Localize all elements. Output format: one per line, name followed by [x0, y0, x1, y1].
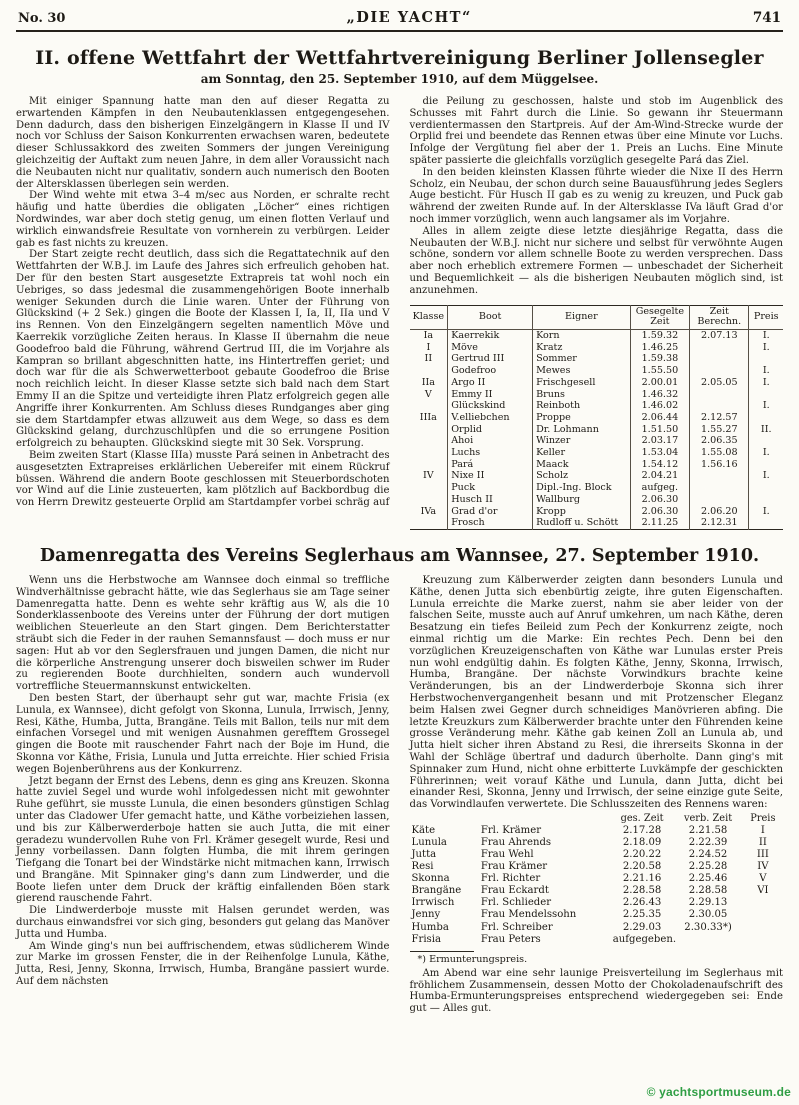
- finish-row: [410, 825, 784, 837]
- cell-ges-zeit: 2.20.22: [622, 848, 662, 860]
- cell-gesegelte-zeit: 1.46.32: [630, 389, 689, 401]
- paragraph: Der Start zeigte recht deutlich, dass sich die Regattatechnik auf den Wettfahrten der W.B.J. im Laufe des Jahres sich erfreulich gehoben hat. Der für den besten Start ausgesetzte Extrapreis tat wohl noch ein Uebriges, so dass jedesmal die zusammengehörigen Boote innerhalb weniger Sekunden durch die Linie waren. Unter der Führung von Glückskind (+ 2 Sek.) gingen die Boote der Klassen I, Ia, II, IIa und V ins Rennen. Von den Einzelgängern segelten namentlich Möve und Kaerrekik vorzügliche Zeiten heraus. In Klasse II übernahm die neue Goodefroo bald die Führung, während Gertrud III, die im Vorjahre als Kampran so brillant abgeschnitten hatte, ins Hintertreffen geriet; und doch war für die als Schwerwetterboot gebaute Goodefroo die Brise noch reichlich leicht. In dieser Klasse setzte sich bald nach dem Start Emmy II an die Spitze und verteidigte ihren Platz erfolgreich gegen alle Angriffe ihrer Konkurrenten. Am Schluss dieses Rundganges aber ging sie dem Startdampfer etwas allzuweit aus dem Wege, so dass es dem Glückskind gelang, durchzuschlüpfen und die so errungene Position erfolgreich zu behaupten. Glückskind siegte mit 30 Sek. Vorsprung.: [16, 249, 390, 450]
- cell-ges-zeit: aufgegeben.: [612, 933, 677, 945]
- paragraph: Die Lindwerderboje musste mit Halsen gerundet werden, was durchaus einwandsfrei vor sich ging, besonders gut gelang das Manöver Jutta und Humba.: [16, 905, 390, 940]
- cell-helm: Frau Ahrends: [480, 836, 552, 848]
- cell-boot: Argo II: [448, 377, 533, 389]
- cell-boot: Puck: [448, 482, 533, 494]
- cell-verb-zeit: 2.30.33*): [684, 921, 732, 933]
- cell-gesegelte-zeit: 2.04.21: [630, 470, 689, 482]
- cell-verb-zeit: 2.28.58: [688, 885, 728, 897]
- paragraph: Am Winde ging's nun bei auffrischendem, etwas südlicherem Winde zur Marke im grossen Fenster, die in der Reihenfolge Lunula, Käthe, Jutta, Resi, Jenny, Skonna, Irrwisch, Humba, Brangäne passiert wurde. Auf dem nächsten: [16, 940, 390, 988]
- finish-row: [410, 909, 784, 921]
- article-damenregatta: [16, 546, 783, 1015]
- cell-boot: Husch II: [448, 494, 533, 506]
- finish-header-boat: [410, 813, 479, 825]
- cell-verb-zeit: 2.30.05: [688, 909, 728, 921]
- cell-preis: I.: [762, 341, 770, 353]
- cell-eigner: Frischgesell: [533, 377, 631, 389]
- cell-gesegelte-zeit: 1.53.04: [630, 447, 689, 459]
- cell-preis: IV: [757, 860, 769, 872]
- table-row: [410, 506, 784, 518]
- article2-columns: [16, 575, 783, 1015]
- table-row: [410, 435, 784, 447]
- cell-boat: Jenny: [411, 909, 441, 921]
- cell-klasse: Ia: [410, 330, 448, 342]
- article1-right-text: [410, 96, 784, 297]
- footnote-rule: [410, 951, 474, 952]
- cell-preis: I.: [762, 330, 770, 342]
- cell-boat: Irrwisch: [411, 897, 455, 909]
- article-wettfahrt-jollensegler: [16, 47, 783, 530]
- table-row: [410, 365, 784, 377]
- cell-helm: Frau Krämer: [480, 860, 548, 872]
- finish-row: [410, 861, 784, 873]
- cell-gesegelte-zeit: 1.55.50: [630, 365, 689, 377]
- cell-klasse: II: [410, 353, 448, 365]
- footnote: *) Ermunterungspreis.: [417, 953, 528, 965]
- cell-eigner: Kratz: [533, 342, 631, 354]
- cell-helm: Frau Wehl: [480, 848, 534, 860]
- masthead: [16, 9, 783, 32]
- table-row: [410, 400, 784, 412]
- cell-preis: [749, 435, 783, 447]
- cell-zeit-berechn: 2.05.05: [690, 377, 749, 389]
- cell-gesegelte-zeit: 1.59.32: [630, 330, 689, 342]
- finish-header-helm: [479, 813, 611, 825]
- table-row: [410, 342, 784, 354]
- cell-ges-zeit: 2.26.43: [622, 897, 662, 909]
- cell-helm: Frau Peters: [480, 933, 541, 945]
- article2-left-column: [16, 575, 390, 1015]
- cell-klasse: [410, 365, 448, 377]
- table-row: [410, 447, 784, 459]
- cell-zeit-berechn: [690, 494, 749, 506]
- finish-header-verb-zeit: verb. Zeit: [683, 812, 733, 824]
- cell-verb-zeit: [673, 934, 742, 946]
- cell-helm: Frl. Schlieder: [480, 897, 552, 909]
- cell-eigner: Sommer: [533, 353, 631, 365]
- cell-helm: Frl. Schreiber: [480, 921, 553, 933]
- cell-preis: [743, 934, 783, 946]
- cell-boot: Kaerrekik: [448, 330, 533, 342]
- paragraph: In den beiden kleinsten Klassen führte wieder die Nixe II des Herrn Scholz, ein Neubau, der schon durch seine Bauausführung jedes Seglers Auge besticht. Für Husch II gab es zu wenig zu kreuzen, und Puck gab während der zweiten Runde auf. In der Altersklasse IVa läuft Grad d'or noch immer vorzüglich, wenn auch langsamer als im Vorjahre.: [409, 166, 783, 225]
- cell-zeit-berechn: 1.56.16: [690, 459, 749, 471]
- cell-preis: II.: [760, 423, 772, 435]
- cell-verb-zeit: 2.21.58: [688, 824, 728, 836]
- cell-preis: [749, 353, 783, 365]
- cell-gesegelte-zeit: 1.54.12: [630, 459, 689, 471]
- cell-klasse: IV: [410, 470, 448, 482]
- cell-ges-zeit: 2.28.58: [622, 885, 662, 897]
- article1-subtitle: am Sonntag, den 25. September 1910, auf dem Müggelsee.: [200, 72, 599, 86]
- cell-preis: I.: [762, 365, 770, 377]
- paragraph: Mit einiger Spannung hatte man den auf dieser Regatta zu erwartenden Kämpfen in den Neubautenklassen entgegengesehen. Denn dadurch, dass den bisherigen Einzelgängern in Klasse II und IV noch vor Schluss der Saison Konkurrenten erwachsen waren, bedeutete dieser Schlussakkord des zweiten Sommers der jungen Vereinigung gleichzeitig der Auftakt zum neuen Jahre, in dem aller Voraussicht nach die Neubauten nicht nur qualitativ, sondern auch numerisch den Booten der Altersklassen überlegen sein werden.: [16, 96, 390, 190]
- cell-klasse: I: [410, 342, 448, 354]
- cell-zeit-berechn: 2.06.20: [690, 506, 749, 518]
- cell-klasse: IIIa: [410, 412, 448, 424]
- cell-klasse: [410, 459, 448, 471]
- cell-ges-zeit: 2.25.35: [622, 909, 662, 921]
- cell-boot: Frosch: [448, 517, 533, 529]
- cell-zeit-berechn: 2.12.57: [690, 412, 749, 424]
- cell-gesegelte-zeit: 2.11.25: [630, 517, 689, 529]
- cell-preis: V: [759, 873, 767, 885]
- article2-right-column: [410, 575, 784, 1015]
- cell-klasse: [410, 424, 448, 436]
- column-header-zeit-berechn: Zeit Berechn.: [690, 305, 749, 329]
- cell-boot: Glückskind: [448, 400, 533, 412]
- column-header-eigner: Eigner: [533, 305, 631, 329]
- cell-boot: Gertrud III: [448, 353, 533, 365]
- cell-helm: Frau Eckardt: [480, 885, 549, 897]
- closing-paragraph: Am Abend war eine sehr launige Preisverteilung im Seglerhaus mit fröhlichem Zusammensein, dessen Motto der Chokoladenaufschrift des Humba-Ermunterungspreises entsprechend wiedergegeben sei: Ende gut — Alles gut.: [409, 967, 783, 1015]
- finish-header-ges-zeit: ges. Zeit: [620, 812, 664, 824]
- cell-helm: Frau Mendelssohn: [480, 909, 577, 921]
- table-row: [410, 482, 784, 494]
- cell-preis: [749, 459, 783, 471]
- cell-zeit-berechn: 2.06.35: [690, 435, 749, 447]
- cell-verb-zeit: 2.22.39: [688, 836, 728, 848]
- finish-row: [410, 873, 784, 885]
- cell-gesegelte-zeit: aufgeg.: [630, 482, 689, 494]
- cell-verb-zeit: 2.24.52: [688, 848, 728, 860]
- finish-row: [410, 934, 784, 946]
- cell-eigner: Winzer: [533, 435, 631, 447]
- table-row: [410, 470, 784, 482]
- cell-eigner: Wallburg: [533, 494, 631, 506]
- cell-ges-zeit: 2.20.58: [622, 860, 662, 872]
- cell-ges-zeit: 2.18.09: [622, 836, 662, 848]
- paragraph: Alles in allem zeigte diese letzte diesjährige Regatta, dass die Neubauten der W.B.J. nicht nur sichere und selbst für verwöhnte Augen schöne, sondern vor allem schnelle Boote zu werden versprechen. Dass aber noch erheblich extremere Formen — unbeschadet der Sicherheit und Bequemlichkeit — als die bisherigen Neubauten möglich sind, ist anzunehmen.: [409, 225, 783, 296]
- cell-preis: III: [756, 848, 769, 860]
- cell-gesegelte-zeit: 1.46.25: [630, 342, 689, 354]
- cell-preis: [749, 494, 783, 506]
- cell-klasse: IVa: [410, 506, 448, 518]
- cell-eigner: Reinboth: [533, 400, 631, 412]
- cell-zeit-berechn: 1.55.08: [690, 447, 749, 459]
- cell-zeit-berechn: 2.07.13: [690, 330, 749, 342]
- cell-boat: Brangäne: [411, 885, 462, 897]
- cell-klasse: [410, 400, 448, 412]
- cell-eigner: Mewes: [533, 365, 631, 377]
- column-header-preis: Preis: [749, 305, 783, 329]
- cell-klasse: [410, 482, 448, 494]
- article1-columns: [16, 96, 783, 530]
- cell-boot: V.elliebchen: [448, 412, 533, 424]
- cell-preis: I.: [762, 376, 770, 388]
- paragraph: Beim zweiten Start (Klasse IIIa) musste Pará seinen in Anbetracht des ausgesetzten Extrapreises erklärlichen Uebereifer mit einem Rückruf büssen. Während die andern Boote geschlossen mit Steuerbordschoten vor Wind auf die Linie zusteuerten, kam plötzlich auf Backbordbug die von Herrn Drewitz gesteuerte Orplid am Startdampfer vorbei schräg auf: [16, 449, 390, 509]
- cell-gesegelte-zeit: 1.51.50: [630, 424, 689, 436]
- table-row: [410, 494, 784, 506]
- issue-number: No. 30: [18, 11, 66, 26]
- cell-gesegelte-zeit: 2.03.17: [630, 435, 689, 447]
- paragraph: Kreuzung zum Kälberwerder zeigten dann besonders Lunula und Käthe, denen Jutta sich ebenbürtig zeigte, ihre guten Eigenschaften. Lunula erreichte die Marke zuerst, nahm sie aber leider von der falschen Seite, musste auch auf Anruf umkehren, um nach Käthe, deren Besatzung ein tiefes Beileid zum Pech der Konkurrenz zeigte, noch einmal richtig um die Marke: Ein rechtes Pech. Denn bei den vorzüglichen Kreuzeigenschaften von Käthe war Lunulas erster Preis nun wohl endgültig dahin. Es folgten Käthe, Jenny, Skonna, Irrwisch, Humba, Brangäne. Der nächste Vorwindkurs brachte keine Veränderungen, bis an der Lindwerderboje Skonna sich ihrer Herbstwochenvergangenheit besann und mit Protzenscher Eleganz beim Halsen zwei Gegner durch schneidiges Manövrieren abfing. Die letzte Kreuzkurs zum Kälberwerder brachte unter den Führenden keine grosse Veränderung mehr. Käthe gab keinen Zoll an Lunula ab, und Jutta hielt sicher ihren Abstand zu Resi, die ihrerseits Skonna in der Wahl der Schläge übertraf und dadurch überholte. Dann ging's mit Spinnaker zum Hund, nicht ohne erbitterte Luvkämpfe der geschickten Führerinnen; weit vorauf Käthe und Lunula, dann Jutta, dicht bei einander Resi, Skonna, Jenny und Irrwisch, der seine einzige gute Seite, das Vorwindlaufen verwertete. Die Schlusszeiten des Rennens waren:: [409, 574, 783, 811]
- cell-zeit-berechn: 1.55.27: [690, 424, 749, 436]
- article1-right-column: [410, 96, 784, 530]
- cell-preis: I.: [762, 470, 770, 482]
- cell-gesegelte-zeit: 2.06.30: [630, 506, 689, 518]
- cell-preis: [743, 897, 783, 909]
- cell-zeit-berechn: [690, 470, 749, 482]
- cell-zeit-berechn: [690, 353, 749, 365]
- cell-eigner: Bruns: [533, 389, 631, 401]
- cell-preis: [749, 482, 783, 494]
- paragraph: Der Wind wehte mit etwa 3–4 m/sec aus Norden, er schralte recht häufig und hatte überdies die obligaten „Löcher“ eines richtigen Nordwindes, war aber doch stetig genug, um einen flotten Verlauf und wirklich einwandsfreie Resultate von vornherein zu verbürgen. Leider gab es fast nichts zu kreuzen.: [16, 190, 390, 249]
- cell-klasse: [410, 494, 448, 506]
- cell-helm: Frl. Krämer: [480, 824, 542, 836]
- finish-row: [410, 897, 784, 909]
- cell-gesegelte-zeit: 1.59.38: [630, 353, 689, 365]
- column-header-gesegelte-zeit: Gesegelte Zeit: [630, 305, 689, 329]
- table-row: [410, 412, 784, 424]
- article1-left-column: [16, 96, 390, 530]
- cell-preis: [749, 412, 783, 424]
- column-header-klasse: Klasse: [410, 305, 448, 329]
- cell-ges-zeit: 2.21.16: [622, 873, 662, 885]
- finish-row: [410, 885, 784, 897]
- paragraph: Den besten Start, der überhaupt sehr gut war, machte Frisia (ex Lunula, ex Wannsee), dicht gefolgt von Skonna, Lunula, Irrwisch, Jenny, Resi, Käthe, Humba, Jutta, Brangäne. Teils mit Ballon, teils nur mit dem einfachen Vorsegel und mit wenigen Ausnahmen gerefftem Grossegel gingen die Boote mit rauschender Fahrt nach der Boje im Hund, die Skonna vor Käthe, Frisia, Lunula und Jutta erreichte. Hier schied Frisia wegen Bojenberührens aus der Konkurrenz.: [16, 692, 390, 775]
- cell-gesegelte-zeit: 1.46.02: [630, 400, 689, 412]
- masthead-title: „DIE YACHT“: [346, 9, 472, 26]
- table-row: [410, 459, 784, 471]
- column-header-boot: Boot: [448, 305, 533, 329]
- article2-title: Damenregatta des Vereins Seglerhaus am Wannsee, 27. September 1910.: [39, 545, 760, 566]
- table-row: [410, 330, 784, 342]
- cell-eigner: Kropp: [533, 506, 631, 518]
- regatta-results-table: [410, 305, 784, 530]
- cell-helm: Frl. Richter: [480, 873, 541, 885]
- cell-boat: Lunula: [411, 836, 447, 848]
- cell-preis: I.: [762, 447, 770, 459]
- cell-preis: [749, 517, 783, 529]
- cell-boot: Pará: [448, 459, 533, 471]
- finish-row: [410, 849, 784, 861]
- finish-row: [410, 922, 784, 934]
- article1-title: II. offene Wettfahrt der Wettfahrtvereinigung Berliner Jollensegler: [35, 47, 764, 69]
- cell-zeit-berechn: [690, 400, 749, 412]
- finish-row: [410, 837, 784, 849]
- table-row: [410, 353, 784, 365]
- cell-boot: Grad d'or: [448, 506, 533, 518]
- finish-header-row: [410, 813, 784, 825]
- cell-klasse: [410, 447, 448, 459]
- table-row: [410, 517, 784, 529]
- cell-gesegelte-zeit: 2.06.30: [630, 494, 689, 506]
- paragraph: die Peilung zu geschossen, halste und stob im Augenblick des Schusses mit Fahrt durch die Linie. So gewann ihr Steuermann verdientermassen den Startpreis. Auf der Am-Wind-Strecke wurde der Orplid frei und beendete das Rennen etwas über eine Minute vor Luchs. Infolge der Vergütung fiel aber der 1. Preis an Luchs. Eine Minute später passierte die gleichfalls vorzüglich gesegelte Pará das Ziel.: [409, 96, 783, 166]
- cell-boot: Emmy II: [448, 389, 533, 401]
- finish-header-preis: Preis: [750, 812, 776, 824]
- table-header-row: [410, 305, 784, 329]
- cell-klasse: IIa: [410, 377, 448, 389]
- cell-eigner: Dr. Lohmann: [533, 424, 631, 436]
- cell-preis: I.: [762, 505, 770, 517]
- cell-eigner: Proppe: [533, 412, 631, 424]
- table-row: [410, 377, 784, 389]
- cell-eigner: Dipl.-Ing. Block: [533, 482, 631, 494]
- cell-gesegelte-zeit: 2.06.44: [630, 412, 689, 424]
- paragraph: Wenn uns die Herbstwoche am Wannsee doch einmal so treffliche Windverhältnisse gebracht hätte, wie das Seglerhaus sie am Tage seiner Damenregatta hatte. Denn es wehte sehr kräftig aus W, als die 10 Sonderklassenboote des Vereins unter der Führung der dort mutigen weiblichen Steuerleute an den Start gingen. Dem Berichterstatter sträubt sich die Feder in der rauhen Semannsfaust — doch muss er nur sagen: Hut ab vor den Seglersfrauen und jungen Damen, die nicht nur die körperliche Anstrengung unserer doch bisweilen schwer im Ruder zu regierenden Boote durchhielten, sondern auch wundervoll vortreffliche Steuermannskunst entwickelten.: [16, 574, 390, 693]
- cell-preis: II: [758, 836, 767, 848]
- cell-boat: Jutta: [411, 848, 437, 860]
- table-row: [410, 389, 784, 401]
- cell-ges-zeit: 2.29.03: [622, 921, 662, 933]
- cell-boat: Käte: [411, 824, 436, 836]
- cell-klasse: [410, 517, 448, 529]
- cell-eigner: Keller: [533, 447, 631, 459]
- cell-preis: [743, 909, 783, 921]
- cell-eigner: Rudloff u. Schött: [533, 517, 631, 529]
- cell-verb-zeit: 2.25.46: [688, 873, 728, 885]
- cell-preis: [749, 389, 783, 401]
- cell-boot: Orplid: [448, 424, 533, 436]
- cell-boat: Skonna: [411, 873, 450, 885]
- cell-zeit-berechn: [690, 365, 749, 377]
- watermark: © yachtsportmuseum.de: [646, 1085, 791, 1099]
- cell-boot: Luchs: [448, 447, 533, 459]
- cell-boat: Resi: [411, 860, 434, 872]
- cell-ges-zeit: 2.17.28: [622, 824, 662, 836]
- cell-preis: I.: [762, 400, 770, 412]
- cell-klasse: V: [410, 389, 448, 401]
- cell-preis: VI: [757, 885, 769, 897]
- cell-boot: Ahoi: [448, 435, 533, 447]
- cell-eigner: Scholz: [533, 470, 631, 482]
- cell-boot: Möve: [448, 342, 533, 354]
- paragraph: Jetzt begann der Ernst des Lebens, denn es ging ans Kreuzen. Skonna hatte zuviel Segel und wurde wohl infolgedessen nicht mit gewohnter Ruhe geführt, sie musste Lunula, die einen besonders günstigen Schlag unter das Cladower Ufer gemacht hatte, und Käthe vorbeiziehen lassen, und bis zur Kälberwerderboje hatten sie auch Jutta, die mit einer geradezu wundervollen Ruhe von Frl. Krämer gesegelt wurde, Resi und Jenny vorbeilassen. Dann folgten Humba, die mit ihrem geringen Tiefgang die Tonart bei der Windstärke nicht mitmachen kann, Irrwisch und Brangäne. Mit Spinnaker ging's dann zum Lindwerder, und die Boote liefen unter dem Druck der kräftig einfallenden Böen stark gierend rauschende Fahrt.: [16, 775, 390, 905]
- cell-eigner: Korn: [533, 330, 631, 342]
- cell-verb-zeit: 2.25.28: [688, 860, 728, 872]
- page-number: 741: [752, 10, 781, 26]
- cell-zeit-berechn: 2.12.31: [690, 517, 749, 529]
- cell-preis: I: [760, 824, 765, 836]
- cell-zeit-berechn: [690, 342, 749, 354]
- cell-zeit-berechn: [690, 389, 749, 401]
- cell-boat: Frisia: [411, 933, 441, 945]
- table-row: [410, 424, 784, 436]
- cell-verb-zeit: 2.29.13: [688, 897, 728, 909]
- cell-gesegelte-zeit: 2.00.01: [630, 377, 689, 389]
- cell-klasse: [410, 435, 448, 447]
- cell-boot: Nixe II: [448, 470, 533, 482]
- cell-eigner: Maack: [533, 459, 631, 471]
- article2-right-text: [410, 575, 784, 811]
- cell-zeit-berechn: [690, 482, 749, 494]
- cell-preis: [743, 922, 783, 934]
- cell-boot: Godefroo: [448, 365, 533, 377]
- finish-times-list: [410, 813, 784, 946]
- cell-boat: Humba: [411, 921, 449, 933]
